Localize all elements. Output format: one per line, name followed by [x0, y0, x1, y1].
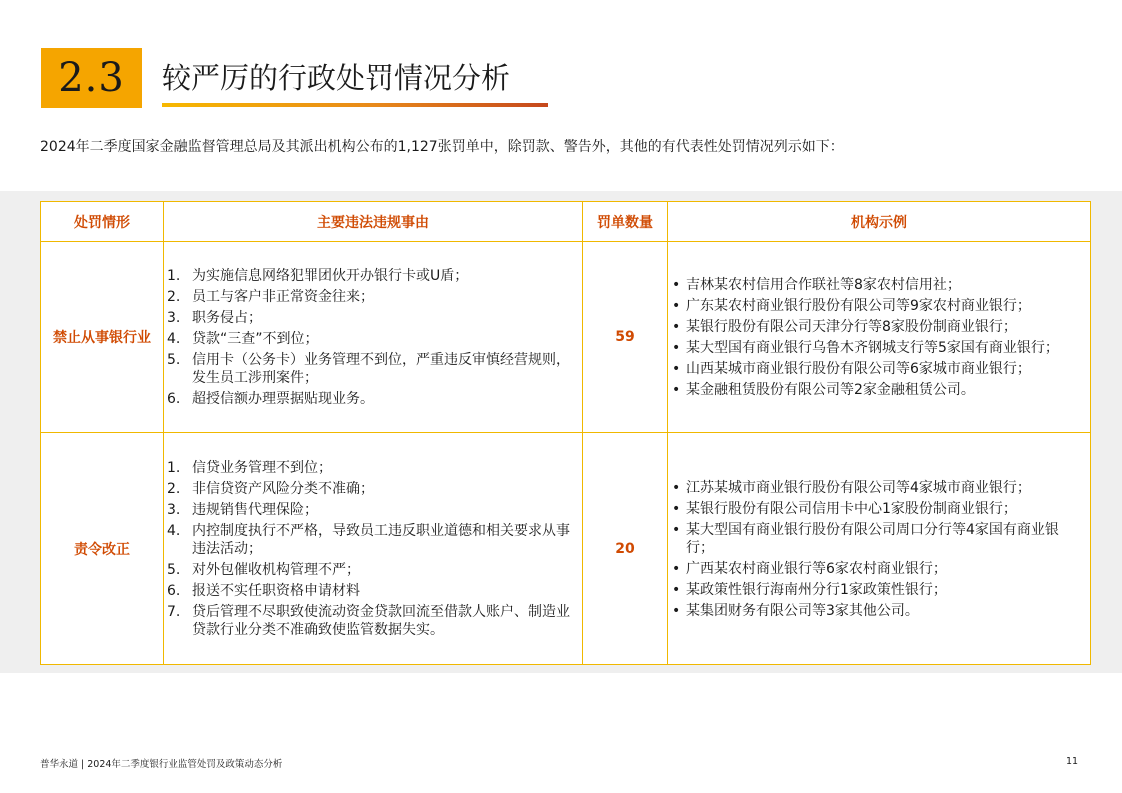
institution-item	[672, 339, 1082, 357]
reason-number: 5.	[167, 352, 181, 368]
title-underline	[162, 103, 548, 107]
institutions-cell	[668, 242, 1091, 433]
institution-item	[672, 479, 1082, 497]
reason-number: 7.	[167, 604, 181, 620]
institution-text: 某银行股份有限公司天津分行等8家股份制商业银行；	[686, 319, 1017, 335]
reasons-list	[167, 459, 576, 639]
bullet-icon: •	[672, 382, 681, 398]
page-title: 较严厉的行政处罚情况分析	[162, 61, 511, 95]
institution-item	[672, 602, 1082, 620]
bullet-icon: •	[672, 277, 681, 293]
reason-text: 信贷业务管理不到位；	[192, 460, 332, 476]
institutions-list	[672, 479, 1082, 620]
institution-text: 某银行股份有限公司信用卡中心1家股份制商业银行；	[686, 500, 1017, 517]
penalty-table	[40, 201, 1091, 665]
reason-number: 2.	[167, 481, 181, 497]
reason-text: 违规销售代理保险；	[192, 502, 318, 518]
institution-text: 某大型国有商业银行股份有限公司周口分行等4家国有商业银行；	[686, 521, 1059, 556]
reason-text: 贷后管理不尽职致使流动资金贷款回流至借款人账户、制造业贷款行业分类不准确致使监管数据失实。	[192, 604, 570, 638]
page-number: 11	[1066, 756, 1079, 767]
bullet-icon: •	[672, 581, 681, 598]
reason-number: 1.	[167, 460, 181, 476]
header-case: 处罚情形	[41, 202, 164, 242]
reason-item	[167, 480, 576, 498]
reason-number: 3.	[167, 310, 181, 326]
institution-text: 某金融租赁股份有限公司等2家金融租赁公司。	[686, 382, 975, 398]
count-cell: 59	[583, 242, 668, 433]
reason-item	[167, 582, 576, 600]
reason-text: 对外包催收机构管理不严；	[192, 562, 360, 578]
institution-item	[672, 318, 1082, 336]
bullet-icon: •	[672, 560, 681, 577]
table-header-row	[41, 202, 1091, 242]
reason-number: 1.	[167, 268, 181, 284]
case-cell: 禁止从事银行业	[41, 242, 164, 433]
reason-item	[167, 522, 576, 558]
reason-item	[167, 309, 576, 327]
institution-text: 某集团财务有限公司等3家其他公司。	[686, 602, 919, 619]
bullet-icon: •	[672, 340, 681, 356]
bullet-icon: •	[672, 500, 681, 517]
reason-item	[167, 459, 576, 477]
institution-text: 广东某农村商业银行股份有限公司等9家农村商业银行；	[686, 298, 1031, 314]
header-reasons: 主要违法违规事由	[164, 202, 583, 242]
bullet-icon: •	[672, 479, 681, 496]
reason-item	[167, 390, 576, 408]
reason-text: 信用卡（公务卡）业务管理不到位，严重违反审慎经营规则，发生员工涉刑案件；	[192, 352, 570, 386]
institution-item	[672, 560, 1082, 578]
bullet-icon: •	[672, 521, 681, 538]
count-cell: 20	[583, 433, 668, 665]
reason-text: 职务侵占；	[192, 310, 262, 326]
reason-item	[167, 288, 576, 306]
header-count: 罚单数量	[583, 202, 668, 242]
footer-source: 普华永道 | 2024年二季度银行业监管处罚及政策动态分析	[40, 759, 283, 770]
bullet-icon: •	[672, 602, 681, 619]
reason-number: 3.	[167, 502, 181, 518]
reason-number: 4.	[167, 331, 181, 347]
table-row	[41, 433, 1091, 665]
institutions-cell	[668, 433, 1091, 665]
reason-item	[167, 561, 576, 579]
reason-text: 超授信额办理票据贴现业务。	[192, 391, 374, 407]
institution-item	[672, 500, 1082, 518]
reasons-list	[167, 267, 576, 408]
institution-item	[672, 521, 1082, 557]
reason-number: 5.	[167, 562, 181, 578]
bullet-icon: •	[672, 319, 681, 335]
institution-text: 山西某城市商业银行股份有限公司等6家城市商业银行；	[686, 361, 1031, 377]
reason-number: 6.	[167, 391, 181, 407]
reason-text: 报送不实任职资格申请材料	[192, 583, 360, 599]
header-institutions: 机构示例	[668, 202, 1091, 242]
case-cell: 责令改正	[41, 433, 164, 665]
reason-text: 非信贷资产风险分类不准确；	[192, 481, 374, 497]
bullet-icon: •	[672, 298, 681, 314]
institutions-list	[672, 276, 1082, 399]
institution-item	[672, 581, 1082, 599]
institution-text: 吉林某农村信用合作联社等8家农村信用社；	[686, 277, 961, 293]
section-number-badge: 2.3	[41, 48, 142, 108]
institution-item	[672, 297, 1082, 315]
institution-text: 某大型国有商业银行乌鲁木齐钢城支行等5家国有商业银行；	[686, 340, 1059, 356]
institution-text: 某政策性银行海南州分行1家政策性银行；	[686, 581, 947, 598]
reason-item	[167, 330, 576, 348]
reasons-cell	[164, 433, 583, 665]
institution-item	[672, 360, 1082, 378]
reason-text: 内控制度执行不严格，导致员工违反职业道德和相关要求从事违法活动；	[192, 523, 570, 557]
institution-item	[672, 381, 1082, 399]
table-row	[41, 242, 1091, 433]
reason-item	[167, 267, 576, 285]
reason-item	[167, 351, 576, 387]
intro-paragraph: 2024年二季度国家金融监督管理总局及其派出机构公布的1,127张罚单中，除罚款、警告外，其他的有代表性处罚情况列示如下：	[40, 139, 844, 155]
institution-text: 江苏某城市商业银行股份有限公司等4家城市商业银行；	[686, 479, 1031, 496]
bullet-icon: •	[672, 361, 681, 377]
reason-item	[167, 603, 576, 639]
reason-text: 员工与客户非正常资金往来；	[192, 289, 374, 305]
reason-number: 4.	[167, 523, 181, 539]
reason-text: 为实施信息网络犯罪团伙开办银行卡或U盾；	[192, 268, 469, 284]
reason-number: 2.	[167, 289, 181, 305]
reason-item	[167, 501, 576, 519]
reason-number: 6.	[167, 583, 181, 599]
institution-item	[672, 276, 1082, 294]
reasons-cell	[164, 242, 583, 433]
reason-text: 贷款“三查”不到位；	[192, 331, 319, 347]
institution-text: 广西某农村商业银行等6家农村商业银行；	[686, 560, 947, 577]
